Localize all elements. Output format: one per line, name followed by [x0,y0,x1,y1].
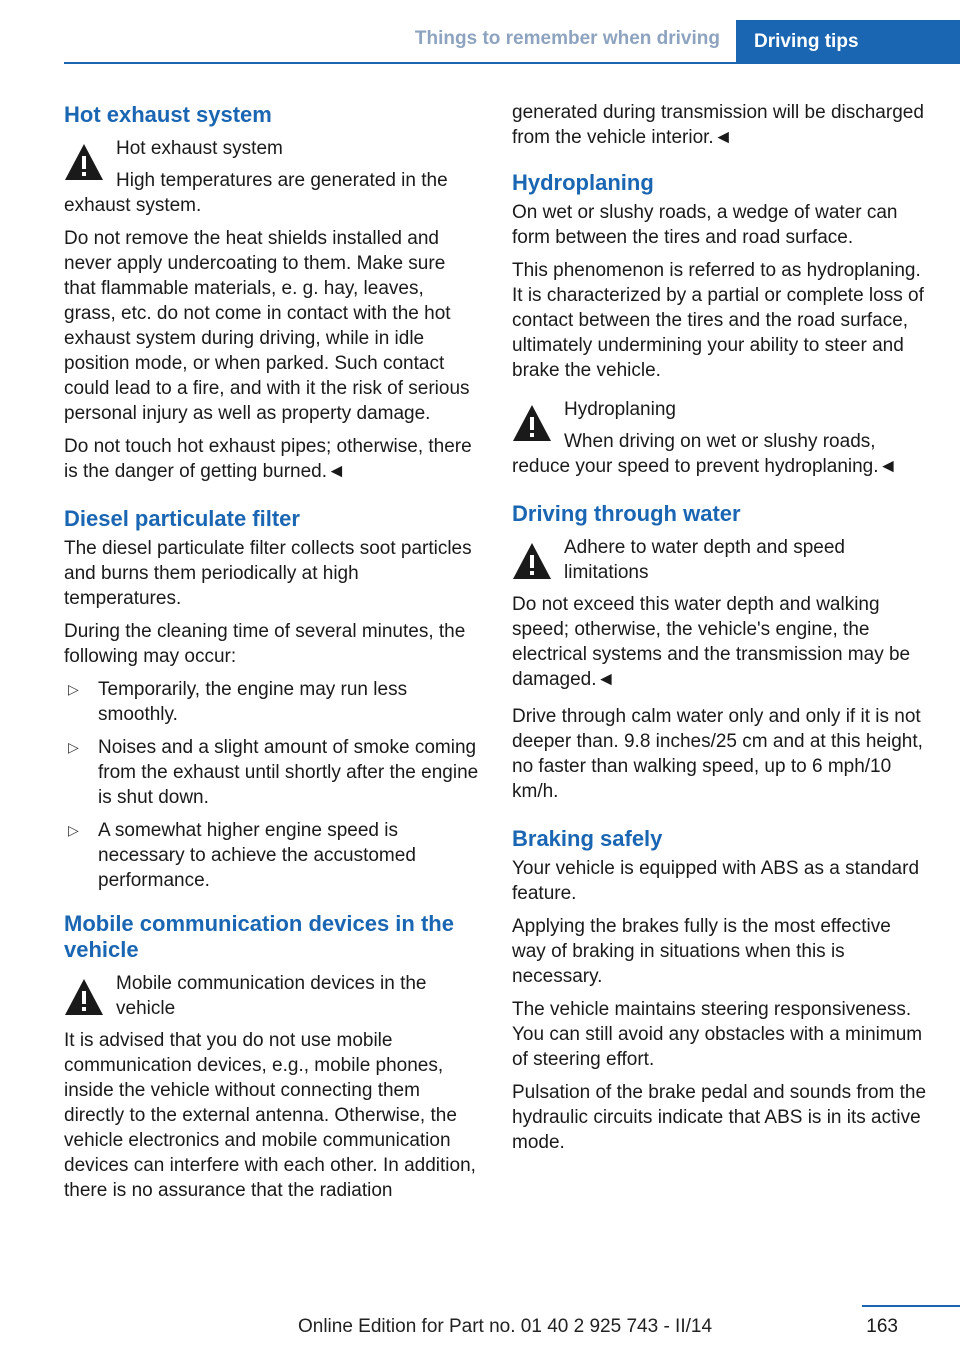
header-rule [64,62,960,64]
paragraph-continued: generated during transmission will be discharged from the vehicle interior.◄ [512,102,924,148]
header-chapter-tab [736,20,960,64]
paragraph: Do not touch hot exhaust pipes; otherwise, there is the danger of getting burned.◄ [64,436,472,482]
paragraph: The diesel particulate filter collects soot particles and burns them periodically at high temperatures. [64,538,472,609]
warning-title: Hot exhaust system [116,138,283,159]
warning-triangle-icon [512,541,552,581]
warning-title: Mobile communication devices in the vehicle [116,973,427,1019]
warning-water-depth [512,535,928,592]
paragraph: Do not exceed this water depth and walking speed; otherwise, the vehicle's engine, the electrical systems and the transmission may be damaged.◄ [512,594,911,690]
paragraph: Do not remove the heat shields installed and never apply undercoating to them. Make sure that flammable materials, e. g. hay, leaves, grass, etc. do not come in contact with the hot exhaust system during driving, while in idle position mode, or when parked. Such contact could lead to a fire, and with it the risk of serious personal injury as well as property damage. [64,228,470,424]
section-title-hydroplaning: Hydroplaning [512,170,654,195]
warning-hydroplaning [512,397,928,479]
paragraph: Your vehicle is equipped with ABS as a standard feature. [512,858,920,904]
section-title-mobile-devices: Mobile communication devices in the vehicle [64,911,454,962]
list-item-text: A somewhat higher engine speed is necessary to achieve the accustomed performance. [98,820,416,891]
paragraph: Pulsation of the brake pedal and sounds from the hydraulic circuits indicate that ABS is in its active mode. [512,1082,927,1153]
paragraph: This phenomenon is referred to as hydroplaning. It is characterized by a partial or complete loss of contact between the tires and the road surface, ultimately undermining your ability to steer and brake the vehicle. [512,260,924,381]
list-item [64,677,480,727]
warning-text: When driving on wet or slushy roads, reduce your speed to prevent hydroplaning.◄ [512,431,898,477]
section-title-braking-safely: Braking safely [512,826,663,851]
list-item-text: Temporarily, the engine may run less smoothly. [98,679,408,725]
section-title-hot-exhaust: Hot exhaust system [64,102,272,127]
triangle-bullet-icon: ▷ [68,739,79,755]
footer-rule [862,1305,960,1307]
bullet-list [64,677,480,893]
paragraph: During the cleaning time of several minutes, the following may occur: [64,621,466,667]
left-column [64,100,480,1211]
warning-title: Hydroplaning [564,399,676,420]
paragraph: On wet or slushy roads, a wedge of water can form between the tires and road surface. [512,202,898,248]
warning-mobile-devices [64,971,480,1028]
paragraph: Drive through calm water only and only if it is not deeper than. 9.8 inches/25 cm and at this height, no faster than walking speed, up to 6 mph/10 km/h. [512,706,923,802]
triangle-bullet-icon: ▷ [68,822,79,838]
section-title-driving-through-water: Driving through water [512,501,741,526]
list-item-text: Noises and a slight amount of smoke coming from the exhaust until shortly after the engine is shut down. [98,737,479,808]
page-number: 163 [866,1316,898,1337]
warning-triangle-icon [512,403,552,443]
warning-hot-exhaust [64,136,480,218]
triangle-bullet-icon: ▷ [68,681,79,697]
paragraph: Applying the brakes fully is the most effective way of braking in situations when this is necessary. [512,916,891,987]
list-item [64,735,480,810]
paragraph: It is advised that you do not use mobile communication devices, e.g., mobile phones, inside the vehicle without connecting them directly to the external antenna. Otherwise, the vehicle electronics and mobile communication devices can interfere with each other. In addition, there is no assurance that the radiation [64,1030,476,1201]
header-chapter-label: Driving tips [754,31,859,52]
footer-edition: Online Edition for Part no. 01 40 2 925 743 - II/14 [297,1316,713,1337]
warning-title: Adhere to water depth and speed limitations [564,537,845,583]
warning-triangle-icon [64,977,104,1017]
header-section-title: Things to remember when driving [414,28,720,49]
warning-triangle-icon [64,142,104,182]
paragraph: The vehicle maintains steering responsiveness. You can still avoid any obstacles with a minimum of steering effort. [512,999,923,1070]
section-title-diesel-filter: Diesel particulate filter [64,506,300,531]
warning-text: High temperatures are generated in the exhaust system. [64,170,448,216]
list-item [64,818,480,893]
right-column [512,100,928,1163]
